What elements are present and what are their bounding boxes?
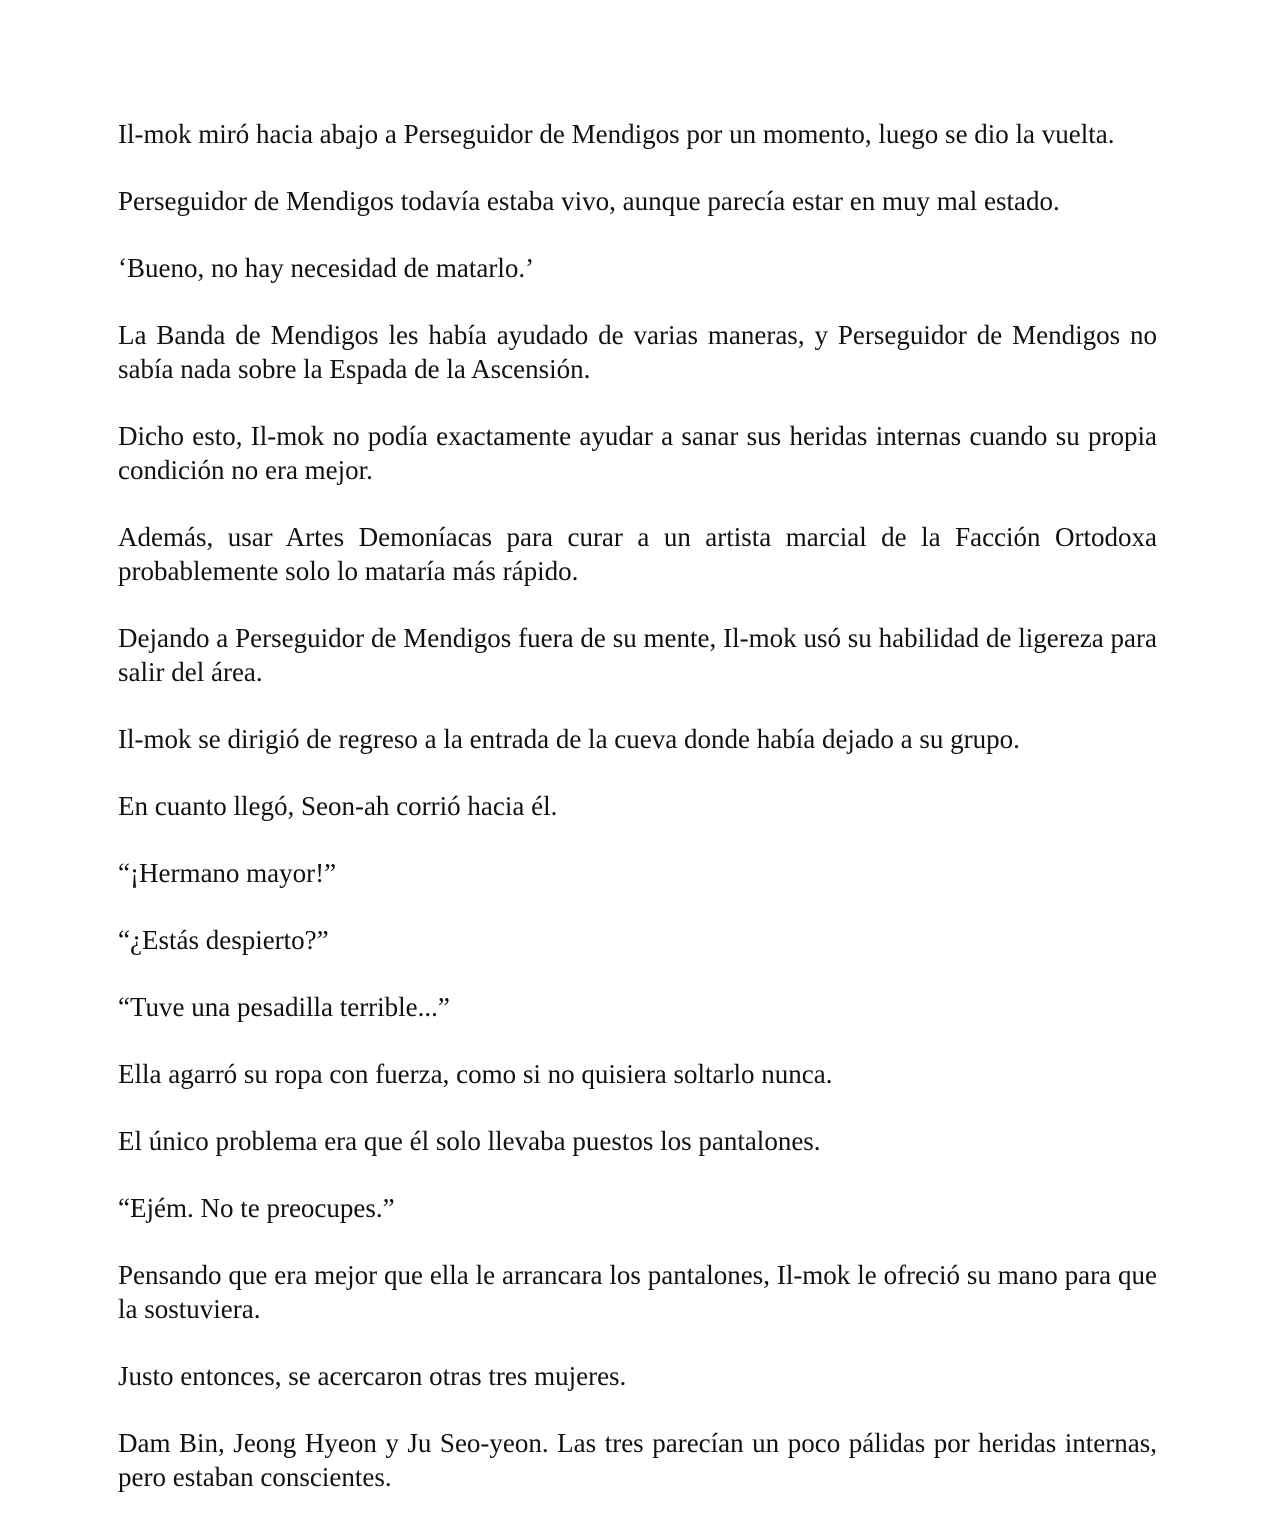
paragraph: Justo entonces, se acercaron otras tres mujeres. [118,1361,627,1391]
paragraph: La Banda de Mendigos les había ayudado de varias maneras, y Perseguidor de Mendigos no sabía nada sobre la Espada de la Ascensión. [118,320,1157,384]
paragraph: ‘Bueno, no hay necesidad de matarlo.’ [118,253,535,283]
paragraph: “¿Estás despierto?” [118,925,329,955]
document-body [118,117,1157,1515]
paragraph: Il-mok miró hacia abajo a Perseguidor de Mendigos por un momento, luego se dio la vuelta. [118,119,1115,149]
paragraph: Pensando que era mejor que ella le arrancara los pantalones, Il-mok le ofreció su mano para que la sostuviera. [118,1260,1157,1324]
paragraph: Dejando a Perseguidor de Mendigos fuera de su mente, Il-mok usó su habilidad de ligereza para salir del área. [118,623,1157,687]
paragraph: “¡Hermano mayor!” [118,858,337,888]
paragraph: El único problema era que él solo llevaba puestos los pantalones. [118,1126,821,1156]
paragraph: Dicho esto, Il-mok no podía exactamente ayudar a sanar sus heridas internas cuando su propia condición no era mejor. [118,421,1157,485]
paragraph: Il-mok se dirigió de regreso a la entrada de la cueva donde había dejado a su grupo. [118,724,1020,754]
paragraph: Dam Bin, Jeong Hyeon y Ju Seo-yeon. Las tres parecían un poco pálidas por heridas internas, pero estaban conscientes. [118,1428,1157,1492]
paragraph: Perseguidor de Mendigos todavía estaba vivo, aunque parecía estar en muy mal estado. [118,186,1060,216]
paragraph: “Tuve una pesadilla terrible...” [118,992,450,1022]
paragraph: Ella agarró su ropa con fuerza, como si no quisiera soltarlo nunca. [118,1059,833,1089]
paragraph: “Ejém. No te preocupes.” [118,1193,395,1223]
paragraph: En cuanto llegó, Seon-ah corrió hacia él. [118,791,558,821]
paragraph: Además, usar Artes Demoníacas para curar a un artista marcial de la Facción Ortodoxa probablemente solo lo mataría más rápido. [118,522,1157,586]
